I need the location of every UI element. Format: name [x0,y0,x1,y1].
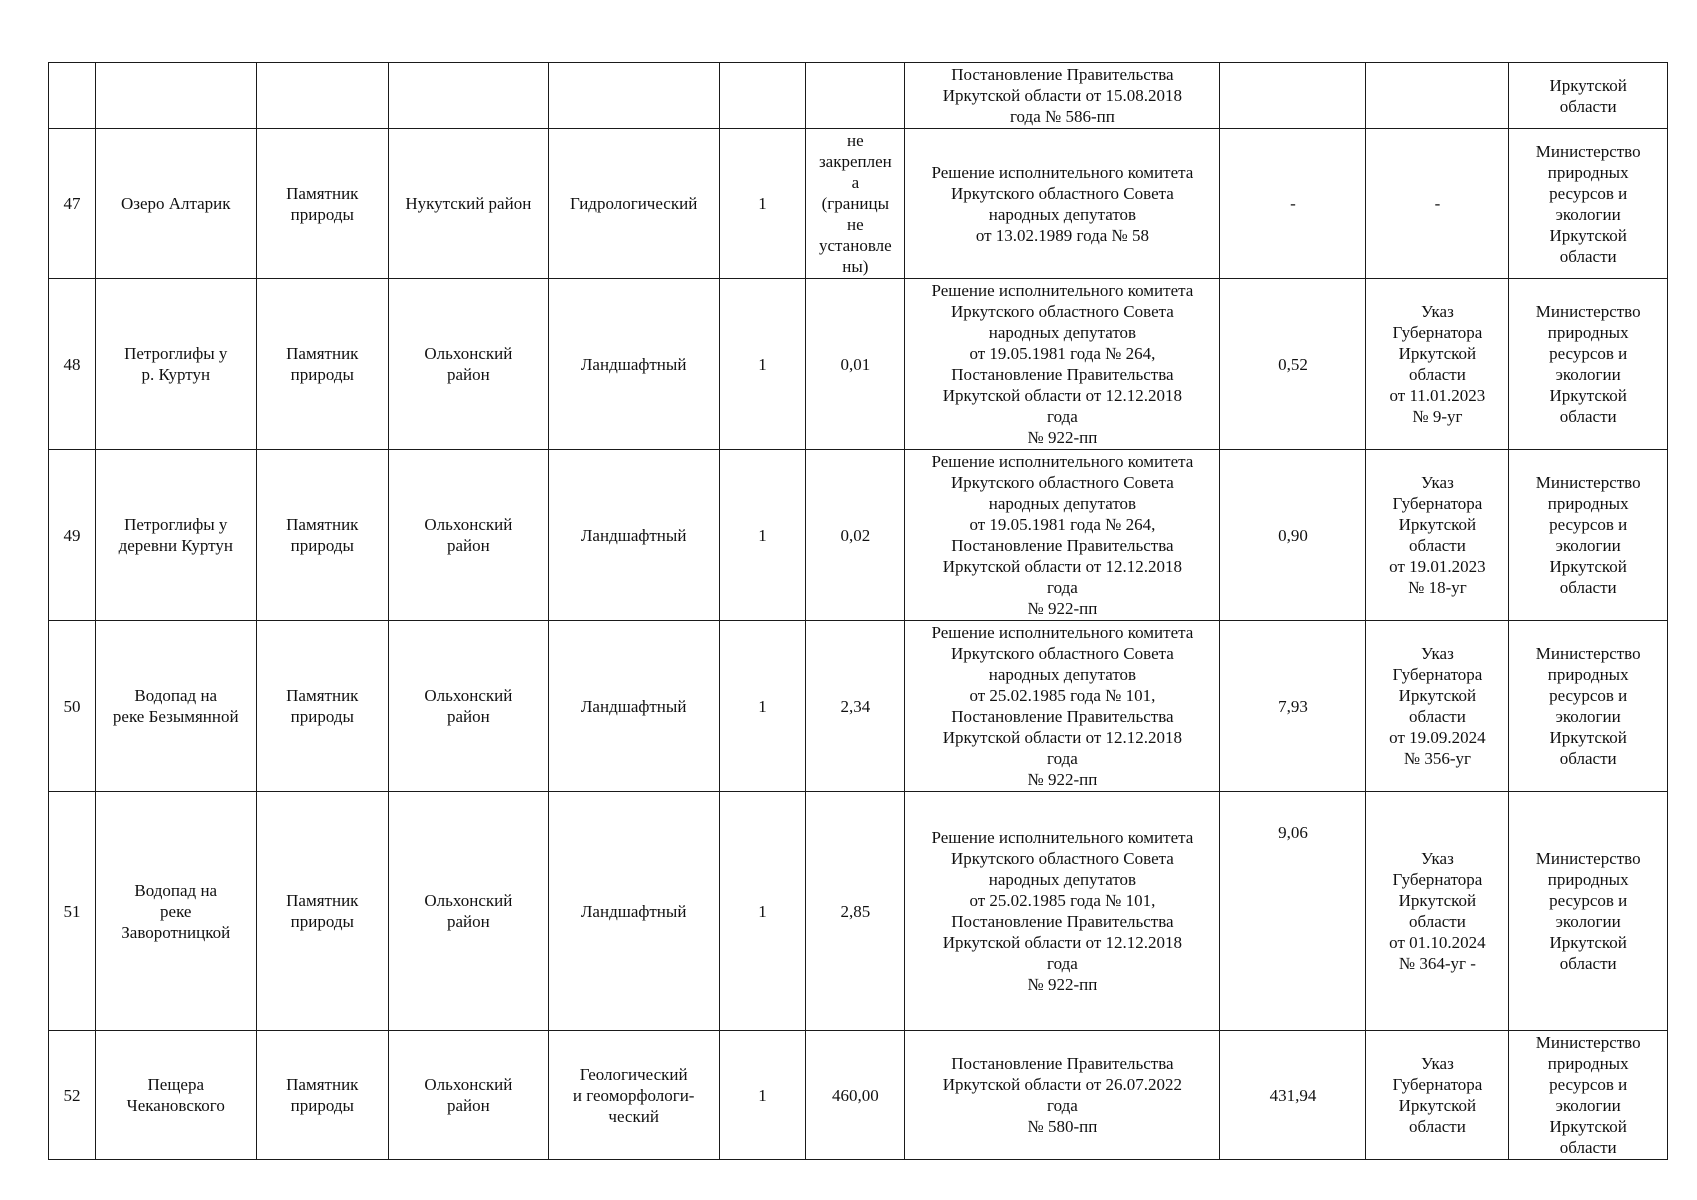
site-profile: Ландшафтный [548,621,719,792]
site-district: Ольхонский район [389,279,549,450]
protection-zone-document: Указ Губернатора Иркутской области от 19.09.2024 № 356-уг [1366,621,1509,792]
site-name: Петроглифы у р. Куртун [95,279,256,450]
table-row [49,63,1668,129]
site-name [95,63,256,129]
protection-zone-area: 9,06 [1220,792,1366,1031]
site-cluster: 1 [719,1031,806,1160]
site-category: Памятник природы [256,129,388,279]
row-number: 52 [49,1031,96,1160]
site-area: 460,00 [806,1031,905,1160]
site-name: Водопад на реке Заворотницкой [95,792,256,1031]
protection-zone-area: 431,94 [1220,1031,1366,1160]
protection-zone-area: 7,93 [1220,621,1366,792]
protection-zone-area: - [1220,129,1366,279]
site-category: Памятник природы [256,450,388,621]
site-area: 2,85 [806,792,905,1031]
table-row [49,279,1668,450]
table-row [49,621,1668,792]
table-row [49,1031,1668,1160]
site-area: 0,02 [806,450,905,621]
site-profile: Ландшафтный [548,792,719,1031]
site-profile: Ландшафтный [548,279,719,450]
site-district: Ольхонский район [389,621,549,792]
row-number: 48 [49,279,96,450]
site-cluster: 1 [719,450,806,621]
protection-zone-document: Указ Губернатора Иркутской области от 11.01.2023 № 9-уг [1366,279,1509,450]
site-area: 0,01 [806,279,905,450]
row-number: 51 [49,792,96,1031]
establishing-document: Решение исполнительного комитета Иркутского областного Совета народных депутатов от 25.02.1985 года № 101, Постановление Правительства Иркутской области от 12.12.2018 года № 922-пп [905,621,1220,792]
establishing-document: Постановление Правительства Иркутской области от 15.08.2018 года № 586-пп [905,63,1220,129]
protected-areas-table [48,62,1668,1160]
site-cluster: 1 [719,129,806,279]
managing-authority: Иркутской области [1509,63,1668,129]
site-category [256,63,388,129]
row-number [49,63,96,129]
site-category: Памятник природы [256,792,388,1031]
site-area [806,63,905,129]
row-number: 49 [49,450,96,621]
managing-authority: Министерство природных ресурсов и экологии Иркутской области [1509,621,1668,792]
site-cluster: 1 [719,621,806,792]
managing-authority: Министерство природных ресурсов и экологии Иркутской области [1509,129,1668,279]
site-cluster: 1 [719,279,806,450]
site-profile: Гидрологический [548,129,719,279]
site-profile: Ландшафтный [548,450,719,621]
table-row [49,450,1668,621]
site-name: Пещера Чекановского [95,1031,256,1160]
protection-zone-area: 0,52 [1220,279,1366,450]
site-district: Ольхонский район [389,1031,549,1160]
protection-zone-document: Указ Губернатора Иркутской области от 19.01.2023 № 18-уг [1366,450,1509,621]
row-number: 50 [49,621,96,792]
establishing-document: Решение исполнительного комитета Иркутского областного Совета народных депутатов от 19.05.1981 года № 264, Постановление Правительства Иркутской области от 12.12.2018 года № 922-пп [905,450,1220,621]
managing-authority: Министерство природных ресурсов и экологии Иркутской области [1509,450,1668,621]
row-number: 47 [49,129,96,279]
site-area: 2,34 [806,621,905,792]
site-name: Водопад на реке Безымянной [95,621,256,792]
table-row [49,792,1668,1031]
site-cluster: 1 [719,792,806,1031]
site-district: Ольхонский район [389,450,549,621]
site-profile [548,63,719,129]
establishing-document: Постановление Правительства Иркутской области от 26.07.2022 года № 580-пп [905,1031,1220,1160]
protection-zone-document: Указ Губернатора Иркутской области [1366,1031,1509,1160]
site-area: не закреплен а (границы не установле ны) [806,129,905,279]
site-name: Озеро Алтарик [95,129,256,279]
site-category: Памятник природы [256,1031,388,1160]
site-name: Петроглифы у деревни Куртун [95,450,256,621]
site-cluster [719,63,806,129]
site-district: Нукутский район [389,129,549,279]
protection-zone-document [1366,63,1509,129]
protection-zone-document: Указ Губернатора Иркутской области от 01.10.2024 № 364-уг - [1366,792,1509,1031]
establishing-document: Решение исполнительного комитета Иркутского областного Совета народных депутатов от 19.05.1981 года № 264, Постановление Правительства Иркутской области от 12.12.2018 года № 922-пп [905,279,1220,450]
establishing-document: Решение исполнительного комитета Иркутского областного Совета народных депутатов от 25.02.1985 года № 101, Постановление Правительства Иркутской области от 12.12.2018 года № 922-пп [905,792,1220,1031]
protection-zone-area [1220,63,1366,129]
protection-zone-area: 0,90 [1220,450,1366,621]
site-district [389,63,549,129]
managing-authority: Министерство природных ресурсов и экологии Иркутской области [1509,1031,1668,1160]
managing-authority: Министерство природных ресурсов и экологии Иркутской области [1509,792,1668,1031]
managing-authority: Министерство природных ресурсов и экологии Иркутской области [1509,279,1668,450]
table-row [49,129,1668,279]
protection-zone-document: - [1366,129,1509,279]
site-district: Ольхонский район [389,792,549,1031]
site-profile: Геологический и геоморфологи- ческий [548,1031,719,1160]
establishing-document: Решение исполнительного комитета Иркутского областного Совета народных депутатов от 13.02.1989 года № 58 [905,129,1220,279]
site-category: Памятник природы [256,621,388,792]
site-category: Памятник природы [256,279,388,450]
